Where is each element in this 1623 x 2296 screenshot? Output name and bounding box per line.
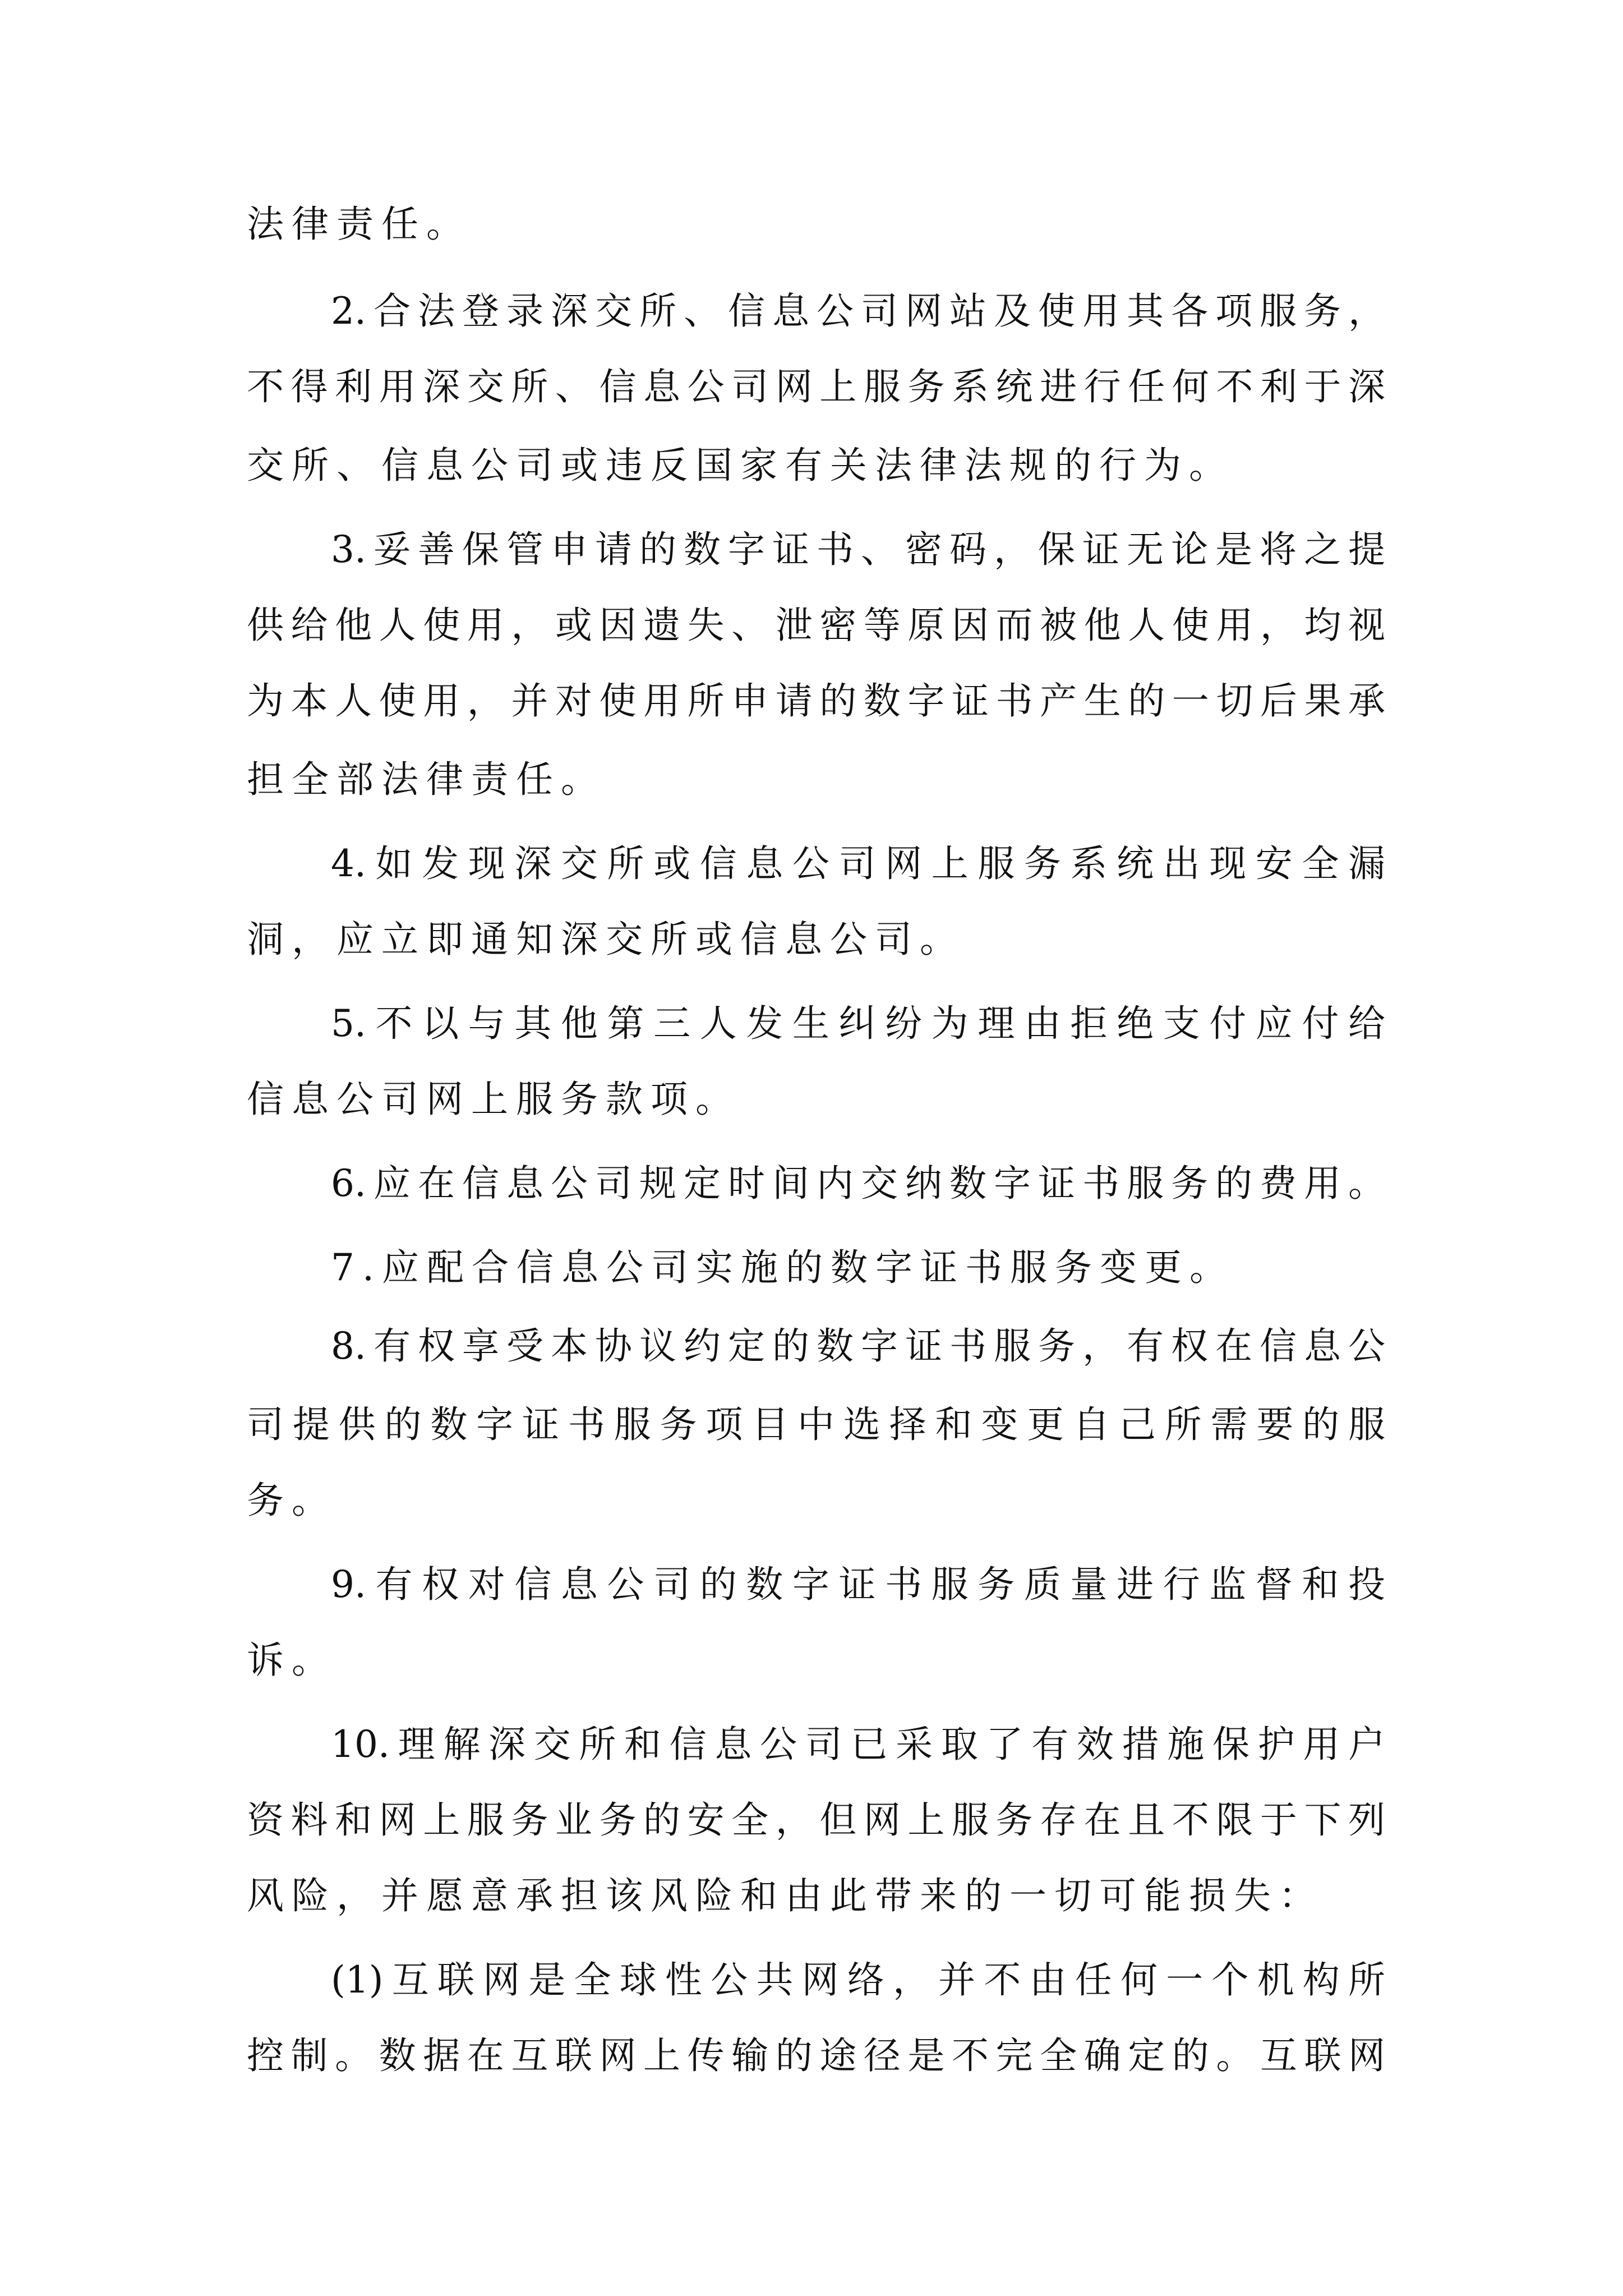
clause-8-line-2: 司提供的数字证书服务项目中选择和变更自己所需要的服: [247, 1403, 1385, 1446]
clause-10-line-1: 10.理解深交所和信息公司已采取了有效措施保护用户: [331, 1723, 1385, 1766]
clause-3-line-3: 为本人使用，并对使用所申请的数字证书产生的一切后果承: [247, 679, 1385, 723]
clause-2-line-3: 交所、信息公司或违反国家有关法律法规的行为。: [247, 444, 1234, 487]
clause-3-line-4: 担全部法律责任。: [247, 758, 606, 801]
clause-6-line-1: 6.应在信息公司规定时间内交纳数字证书服务的费用。: [331, 1162, 1385, 1205]
clause-9-line-1: 9.有权对信息公司的数字证书服务质量进行监督和投: [331, 1563, 1385, 1606]
clause-4-line-1: 4.如发现深交所或信息公司网上服务系统出现安全漏: [331, 842, 1385, 885]
clause-3-line-2: 供给他人使用，或因遗失、泄密等原因而被他人使用，均视: [247, 604, 1385, 647]
subclause-1-line-1: (1)互联网是全球性公共网络，并不由任何一个机构所: [331, 1958, 1385, 2001]
clause-8-line-3: 务。: [247, 1479, 336, 1522]
clause-5-line-1: 5.不以与其他第三人发生纠纷为理由拒绝支付应付给: [331, 1002, 1385, 1045]
clause-9-line-2: 诉。: [247, 1639, 336, 1682]
clause-10-line-2: 资料和网上服务业务的安全，但网上服务存在且不限于下列: [247, 1798, 1385, 1842]
clause-10-line-3: 风险，并愿意承担该风险和由此带来的一切可能损失：: [247, 1874, 1324, 1917]
text-line: 法律责任。: [247, 203, 471, 246]
clause-3-line-1: 3.妥善保管申请的数字证书、密码，保证无论是将之提: [331, 528, 1385, 571]
clause-8-line-1: 8.有权享受本协议约定的数字证书服务，有权在信息公: [331, 1324, 1385, 1368]
clause-7-line-1: 7.应配合信息公司实施的数字证书服务变更。: [331, 1246, 1234, 1289]
clause-2-line-1: 2.合法登录深交所、信息公司网站及使用其各项服务，: [331, 289, 1385, 333]
clause-4-line-2: 洞，应立即通知深交所或信息公司。: [247, 918, 965, 961]
subclause-1-line-2: 控制。数据在互联网上传输的途径是不完全确定的。互联网: [247, 2034, 1385, 2077]
clause-2-line-2: 不得利用深交所、信息公司网上服务系统进行任何不利于深: [247, 365, 1385, 408]
clause-5-line-2: 信息公司网上服务款项。: [247, 1078, 740, 1121]
